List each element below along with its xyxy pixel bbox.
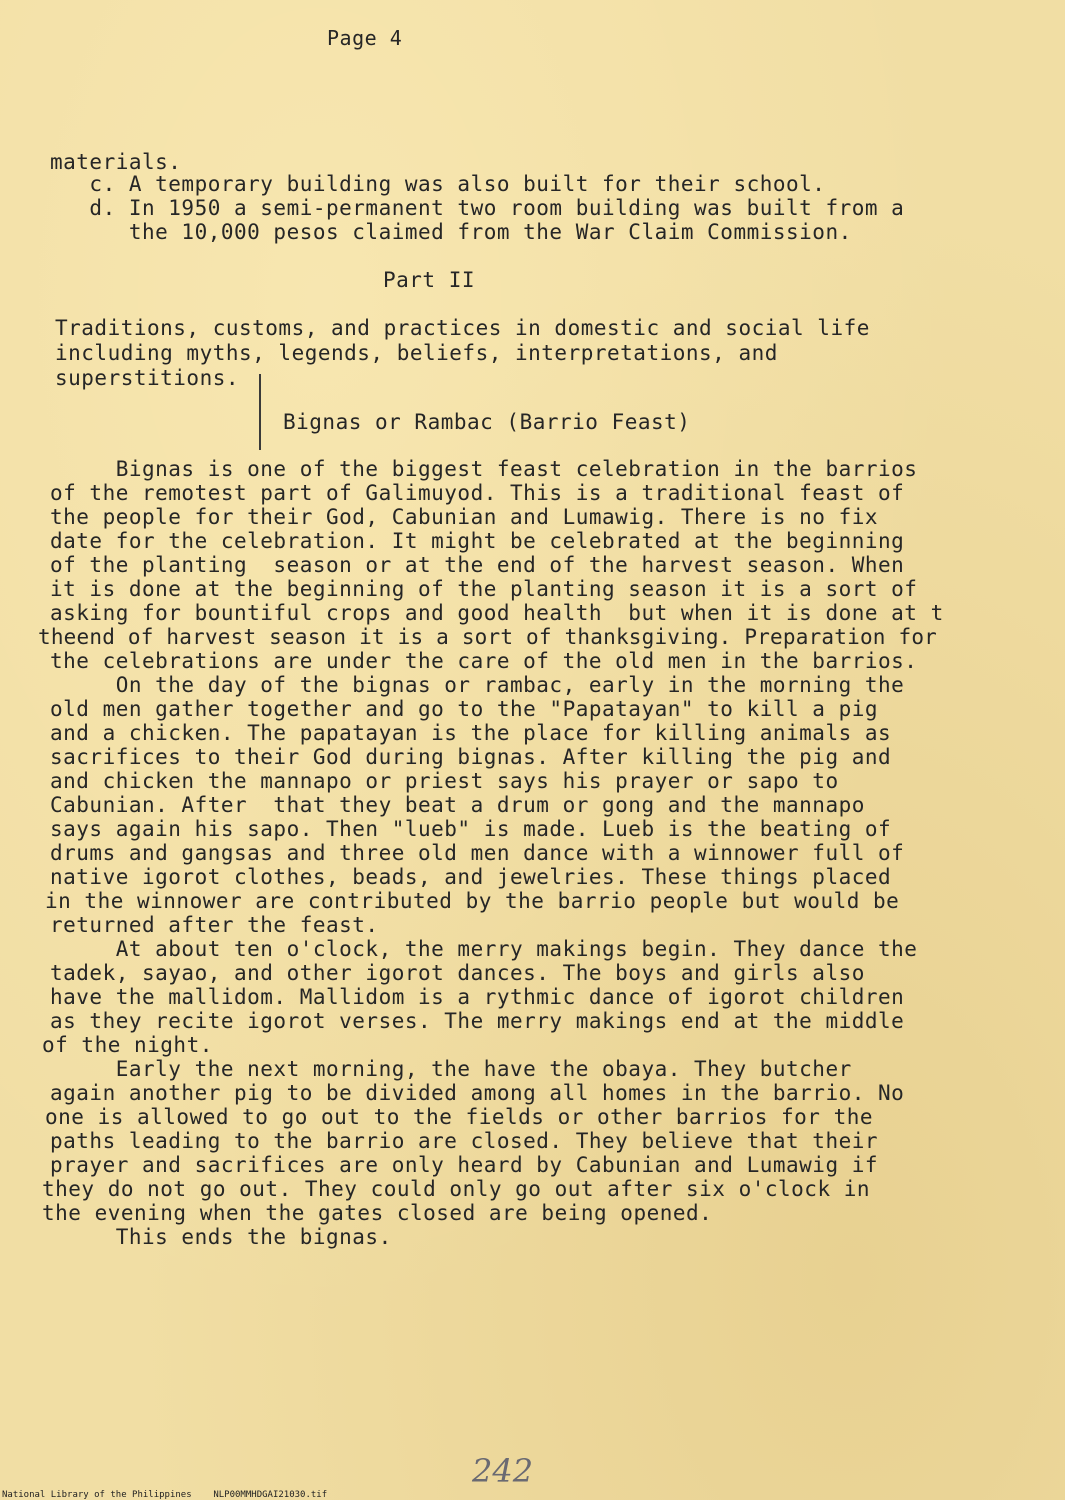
body-line: of the planting season or at the end of the harvest season. When: [50, 553, 905, 577]
part-title: Part II: [383, 268, 476, 292]
body-line: Bignas is one of the biggest feast celebration in the barrios: [50, 457, 918, 481]
handwritten-page-number: 242: [472, 1452, 534, 1490]
body-line: This ends the bignas.: [50, 1225, 392, 1249]
text-line: c. A temporary building was also built for their school.: [50, 172, 826, 196]
body-line: the celebrations are under the care of the old men in the barrios.: [50, 649, 918, 673]
body-line: in the winnower are contributed by the barrio people but would be: [45, 889, 900, 913]
body-line: the evening when the gates closed are being opened.: [42, 1201, 713, 1225]
intro-line: including myths, legends, beliefs, interpretations, and: [55, 341, 778, 365]
body-line: Early the next morning, the have the obaya. They butcher: [50, 1057, 852, 1081]
body-line: asking for bountiful crops and good health but when it is done at t: [50, 601, 944, 625]
body-line: tadek, sayao, and other igorot dances. The boys and girls also: [50, 961, 865, 985]
body-line: and a chicken. The papatayan is the place for killing animals as: [50, 721, 892, 745]
margin-mark: [259, 374, 261, 450]
body-line: they do not go out. They could only go out after six o'clock in: [42, 1177, 871, 1201]
body-line: Cabunian. After that they beat a drum or gong and the mannapo: [50, 793, 865, 817]
body-line: have the mallidom. Mallidom is a rythmic dance of igorot children: [50, 985, 905, 1009]
body-line: date for the celebration. It might be celebrated at the beginning: [50, 529, 905, 553]
body-line: of the remotest part of Galimuyod. This is a traditional feast of: [50, 481, 905, 505]
body-line: the people for their God, Cabunian and Lumawig. There is no fix: [50, 505, 879, 529]
body-line: sacrifices to their God during bignas. After killing the pig and: [50, 745, 892, 769]
body-line: theend of harvest season it is a sort of thanksgiving. Preparation for: [38, 625, 938, 649]
page-header: Page 4: [327, 26, 403, 50]
body-line: again another pig to be divided among all homes in the barrio. No: [50, 1081, 905, 1105]
intro-line: Traditions, customs, and practices in domestic and social life: [55, 316, 870, 340]
body-line: says again his sapo. Then "lueb" is made. Lueb is the beating of: [50, 817, 892, 841]
body-line: returned after the feast.: [50, 913, 379, 937]
text-line: d. In 1950 a semi-permanent two room building was built from a: [50, 196, 905, 220]
section-subheading: Bignas or Rambac (Barrio Feast): [283, 410, 691, 434]
body-line: as they recite igorot verses. The merry makings end at the middle: [50, 1009, 905, 1033]
body-line: of the night.: [42, 1033, 213, 1057]
footer-library: National Library of the Philippines: [2, 1490, 192, 1500]
footer-filename: NLP00MMHDGAI21030.tif: [213, 1490, 328, 1500]
text-line: the 10,000 pesos claimed from the War Claim Commission.: [50, 220, 852, 244]
body-line: old men gather together and go to the "Papatayan" to kill a pig: [50, 697, 879, 721]
body-line: On the day of the bignas or rambac, early in the morning the: [50, 673, 905, 697]
body-line: one is allowed to go out to the fields or other barrios for the: [45, 1105, 874, 1129]
body-line: drums and gangsas and three old men dance with a winnower full of: [50, 841, 905, 865]
body-line: paths leading to the barrio are closed. They believe that their: [50, 1129, 879, 1153]
archive-footer: [2, 1490, 327, 1500]
body-line: prayer and sacrifices are only heard by Cabunian and Lumawig if: [50, 1153, 879, 1177]
body-line: At about ten o'clock, the merry makings begin. They dance the: [50, 937, 918, 961]
body-line: and chicken the mannapo or priest says his prayer or sapo to: [50, 769, 839, 793]
intro-line: superstitions.: [55, 366, 240, 390]
text-line: materials.: [50, 150, 182, 174]
body-line: it is done at the beginning of the planting season it is a sort of: [50, 577, 918, 601]
body-line: native igorot clothes, beads, and jewelries. These things placed: [50, 865, 892, 889]
